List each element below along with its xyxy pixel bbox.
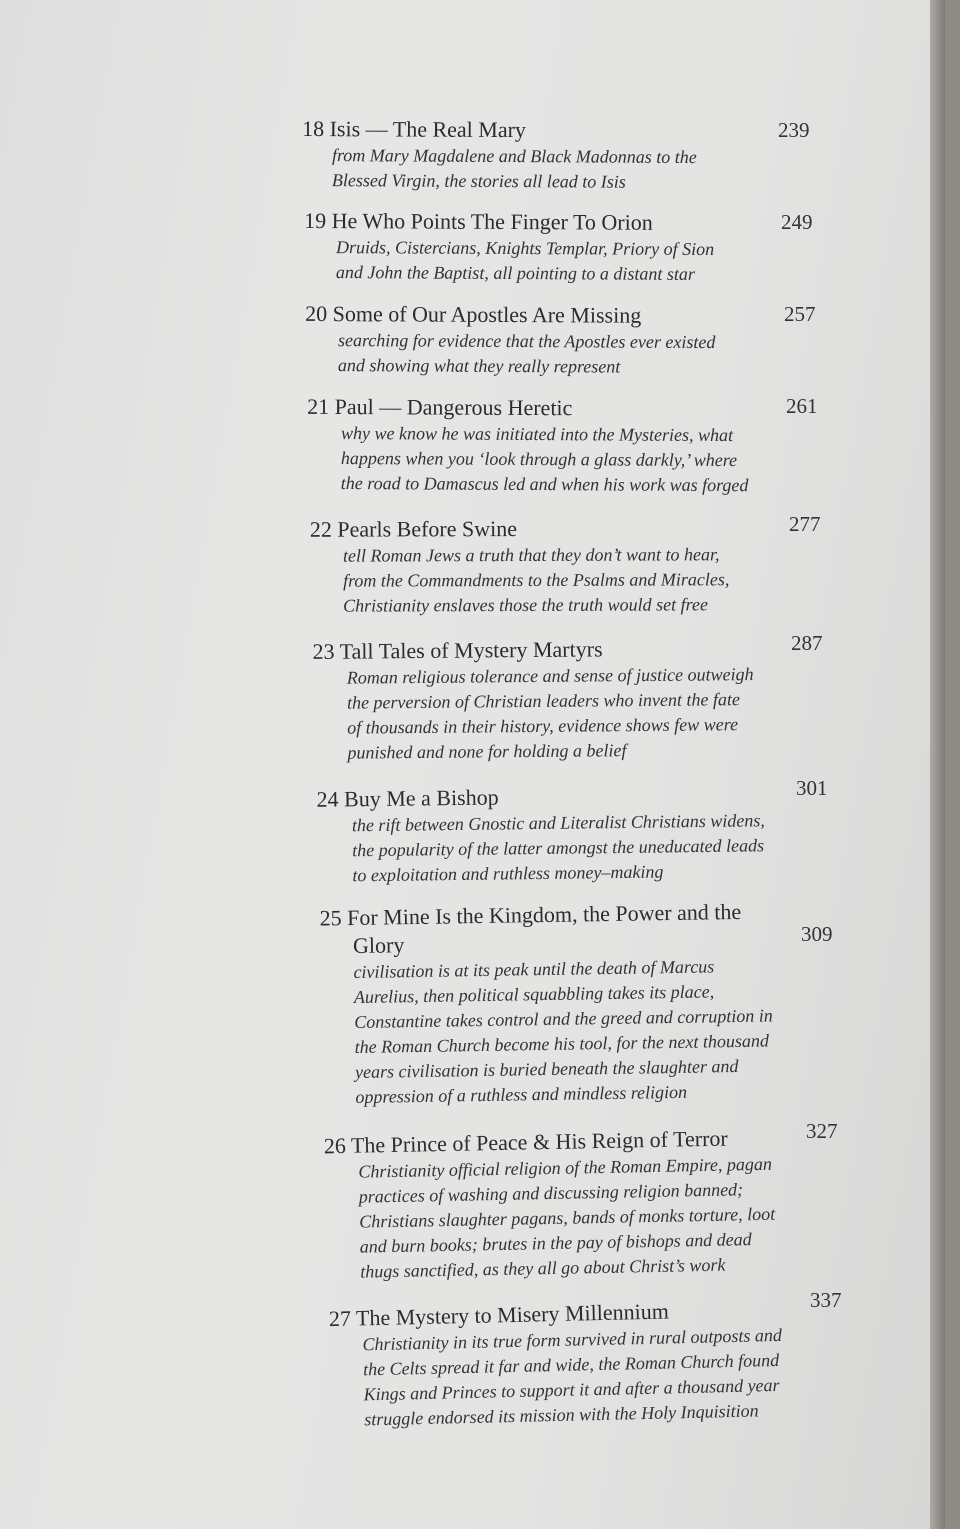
chapter-title: Pearls Before Swine [337,516,518,542]
chapter-title: Isis — The Real Mary [329,116,527,143]
page-number-26: 327 [806,1119,838,1143]
chapter-description: searching for evidence that the Apostles ever existed and showing what they really represent [337,330,716,377]
page-number-24: 301 [796,776,828,800]
chapter-description: civilisation is at its peak until the death of Marcus Aurelius, then political squabbling takes its place, Constantine takes control and the greed and corruption in the Roman Church become his tool, for the next thousand years civilisation is buried beneath the slaughter and oppression of a ruthless and mindless religion [353,956,773,1108]
toc-entry-24 [316,780,765,888]
chapter-number: 22 [309,516,332,542]
toc-entry-18 [302,115,697,195]
page-number-20: 257 [784,302,816,326]
page-number-27: 337 [810,1288,842,1312]
chapter-title: The Mystery to Misery Millennium [355,1298,670,1331]
toc-entry-25 [319,897,774,1110]
toc-entry-23 [312,634,754,766]
toc-entry-26 [324,1124,777,1286]
chapter-description: tell Roman Jews a truth that they don’t want to hear, from the Commandments to the Psalms and Miracles, Christianity enslaves those the truth would set free [342,544,730,616]
chapter-title: He Who Points The Finger To Orion [331,208,653,235]
chapter-title-continued: Glory [352,932,405,959]
chapter-title: The Prince of Peace & His Reign of Terror [350,1125,728,1158]
chapter-title: Buy Me a Bishop [343,784,499,812]
chapter-number: 18 [302,115,325,142]
page-number-22: 277 [789,512,821,536]
chapter-description: from Mary Magdalene and Black Madonnas to the Blessed Virgin, the stories all lead to Isis [331,145,697,192]
page-edge [930,0,945,1529]
chapter-number: 23 [312,638,335,664]
page-number-21: 261 [786,394,818,418]
toc-entry-27 [329,1295,784,1433]
chapter-number: 21 [307,393,330,419]
page-number-23: 287 [791,631,823,655]
toc-entry-20 [305,300,716,380]
chapter-description: why we know he was initiated into the Mysteries, what happens when you ‘look through a glass darkly,’ where the road to Damascus led and when his work was forged [340,423,749,496]
chapter-number: 19 [304,207,327,234]
chapter-description: Roman religious tolerance and sense of justice outweigh the perversion of Christian leaders who invent the fate of thousands in their history, evidence shows few were punished and none for holding a belief [346,664,754,763]
page-number-18: 239 [778,118,810,142]
chapter-title: Some of Our Apostles Are Missing [332,301,642,328]
chapter-description: Christianity in its true form survived in rural outposts and the Celts spread it far and wide, the Roman Church found Kings and Princes to support it and after a thousand year struggle endorsed its mission with the Holy Inquisition [362,1324,783,1430]
page-number-25: 309 [801,922,833,946]
chapter-number: 27 [328,1305,352,1332]
chapter-description: Christianity official religion of the Roman Empire, pagan practices of washing and discussing religion banned; Christians slaughter pagans, bands of monks torture, loot and burn books; brutes in the pay of bishops and dead thugs sanctified, as they all go about Christ’s work [358,1153,776,1282]
chapter-description: Druids, Cistercians, Knights Templar, Priory of Sion and John the Baptist, all pointing to a distant star [335,237,715,284]
chapter-number: 25 [319,905,342,931]
chapter-number: 26 [323,1132,347,1159]
chapter-title: Tall Tales of Mystery Martyrs [339,636,603,664]
toc-entry-22 [310,514,730,618]
page-number-19: 249 [781,210,813,234]
chapter-number: 20 [305,300,328,327]
chapter-description: the rift between Gnostic and Literalist Christians widens, the popularity of the latter amongst the uneducated leads to exploitation and ruthless money–making [351,810,765,886]
chapter-number: 24 [316,786,339,812]
toc-entry-19 [304,207,715,287]
chapter-title: Paul — Dangerous Heretic [334,393,573,421]
chapter-title: For Mine Is the Kingdom, the Power and the [346,898,742,931]
toc-entry-21 [307,393,749,498]
